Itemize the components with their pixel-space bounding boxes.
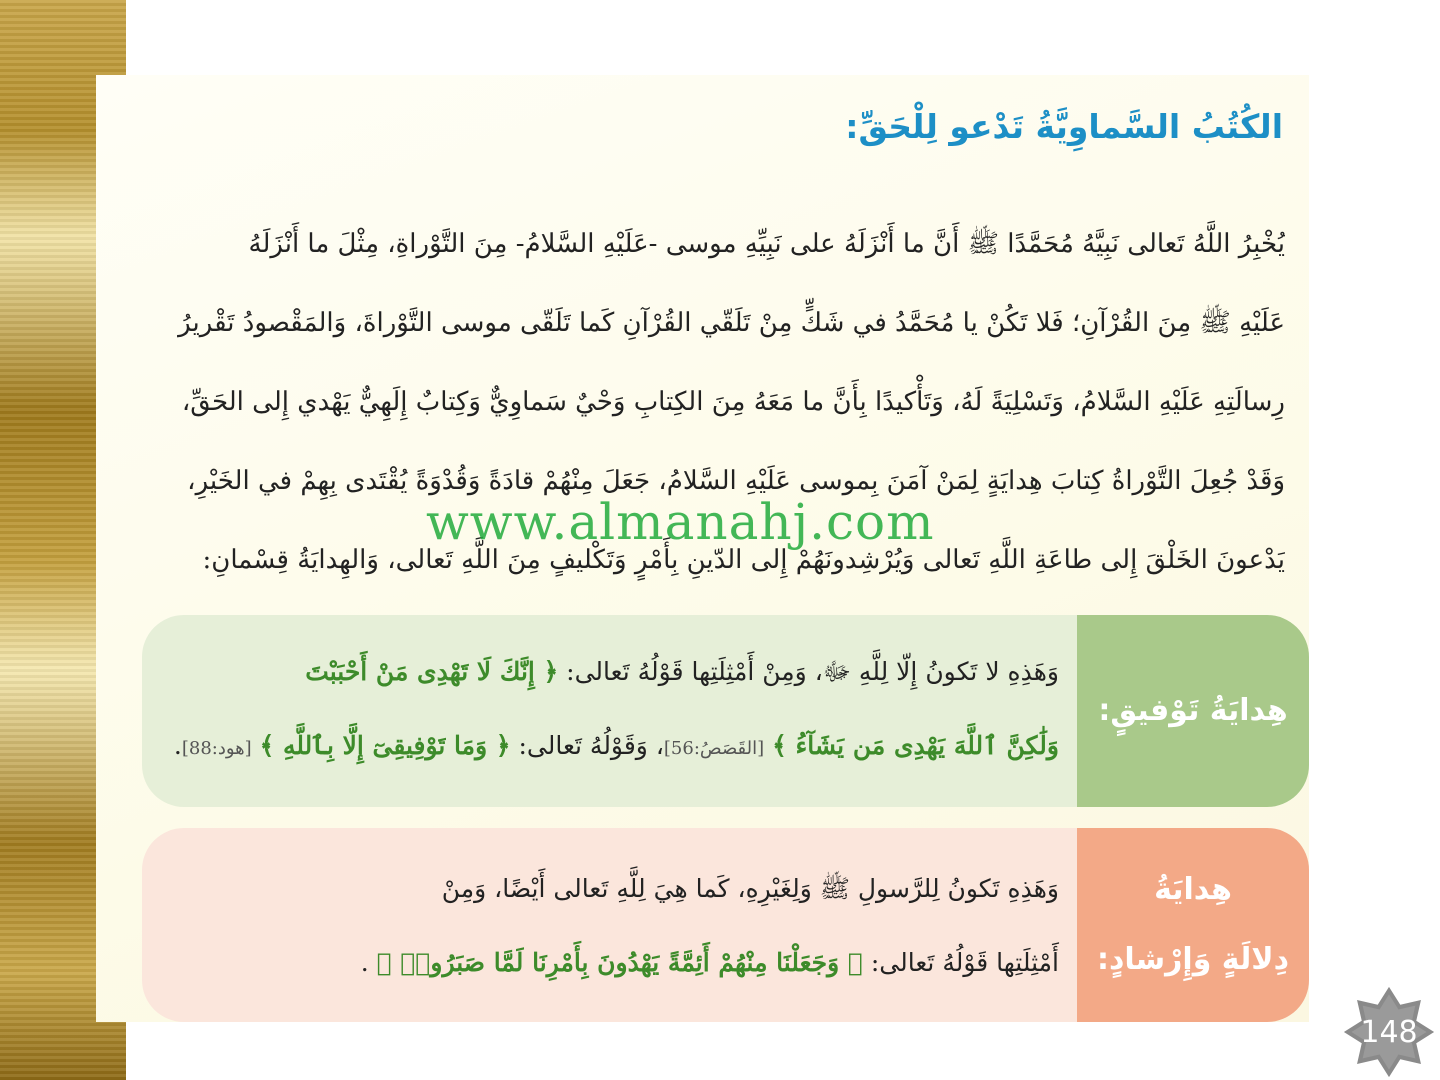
- irshad-line-2: [179, 926, 1059, 1000]
- tawfiq-box: [142, 615, 1309, 807]
- sentence-end: .: [173, 731, 182, 760]
- paragraph-line: يُخْبِرُ اللَّهُ تَعالى نَبِيَّهُ مُحَمَّدًا ﷺ أَنَّ ما أَنْزَلَهُ على نَبِيِّهِ موسى -عَلَيْهِ السَّلامُ- مِنَ التَّوْراةِ، مِثْلَ ما أَنْزَلَهُ: [248, 229, 1285, 259]
- paragraph-line: رِسالَتِهِ عَلَيْهِ السَّلامُ، وَتَسْلِيَةً لَهُ، وَتَأْكيدًا بِأَنَّ ما مَعَهُ مِنَ الكِتابِ وَحْيٌ سَماوِيٌّ وَكِتابٌ إِلَهِيٌّ يَهْدي إِلى الحَقِّ،: [181, 387, 1285, 417]
- verse-reference: [القَصَصُ:56]: [663, 738, 765, 759]
- tawfiq-label-tab: [1077, 615, 1309, 807]
- tawfiq-line-1-text: وَهَذِهِ لا تَكونُ إِلّا لِلَّهِ ﷻ، وَمِنْ أَمْثِلَتِها قَوْلُهُ تَعالى:: [566, 657, 1059, 686]
- section-heading: الكُتُبُ السَّماوِيَّةُ تَدْعو لِلْحَقِّ:: [845, 107, 1283, 146]
- paragraph-line: وَقَدْ جُعِلَ التَّوْراةُ كِتابَ هِدايَةٍ لِمَنْ آمَنَ بِموسى عَلَيْهِ السَّلامُ، جَعَلَ مِنْهُمْ قادَةً وَقُدْوَةً يُقْتَدى بِهِمْ في الخَيْرِ،: [187, 466, 1285, 496]
- quran-verse: وَلَٰكِنَّ ٱللَّهَ يَهْدِى مَن يَشَآءُ ﴾: [772, 731, 1059, 760]
- paragraph-line: عَلَيْهِ ﷺ مِنَ القُرْآنِ؛ فَلا تَكُنْ يا مُحَمَّدُ في شَكٍّ مِنْ تَلَقّي القُرْآنِ كَما تَلَقّى موسى التَّوْراةَ، وَالمَقْصودُ تَقْريرُ: [178, 308, 1285, 338]
- irshad-box: [142, 828, 1309, 1022]
- tawfiq-line-2: [173, 709, 1059, 783]
- irshad-line-1: وَهَذِهِ تَكونُ لِلرَّسولِ ﷺ وَلِغَيْرِهِ، كَما هِيَ لِلَّهِ تَعالى أَيْضًا، وَمِنْ: [441, 874, 1059, 903]
- tawfiq-line-1: [179, 635, 1059, 709]
- tawfiq-line-2-text: ، وَقَوْلُهُ تَعالى:: [518, 731, 664, 760]
- quran-verse: ﴿ وَجَعَلْنَا مِنْهُمْ أَئِمَّةً يَهْدُونَ بِأَمْرِنَا لَمَّا صَبَرُوا۟ ﴾: [376, 948, 863, 977]
- sentence-end: .: [360, 948, 369, 977]
- irshad-line-2-text: أَمْثِلَتِها قَوْلُهُ تَعالى:: [870, 948, 1059, 977]
- watermark-text: www.almanahj.com: [426, 493, 935, 551]
- quran-verse: ﴿ إِنَّكَ لَا تَهْدِى مَنْ أَحْبَبْتَ: [305, 657, 559, 686]
- irshad-label-line-1: هِدايَةُ: [1154, 872, 1232, 907]
- tawfiq-text: [173, 635, 1059, 783]
- book-page: [96, 75, 1309, 1022]
- page-number: 148: [1360, 1014, 1418, 1050]
- paragraph-line: يَدْعونَ الخَلْقَ إِلى طاعَةِ اللَّهِ تَعالى وَيُرْشِدونَهُمْ إِلى الدّينِ بِأَمْرٍ وَتَكْليفٍ مِنَ اللَّهِ تَعالى، وَالهِدايَةُ قِسْمانِ:: [202, 545, 1285, 575]
- irshad-text: [179, 852, 1059, 1000]
- irshad-label-line-2: دِلالَةٍ وَإِرْشادٍ:: [1097, 942, 1289, 977]
- irshad-label-tab: [1077, 828, 1309, 1022]
- verse-reference: [هود:88]: [181, 738, 252, 759]
- quran-verse: ﴿ وَمَا تَوْفِيقِىٓ إِلَّا بِٱللَّهِ ﴾: [259, 731, 511, 760]
- tawfiq-label: هِدايَةُ تَوْفيقٍ:: [1098, 693, 1288, 728]
